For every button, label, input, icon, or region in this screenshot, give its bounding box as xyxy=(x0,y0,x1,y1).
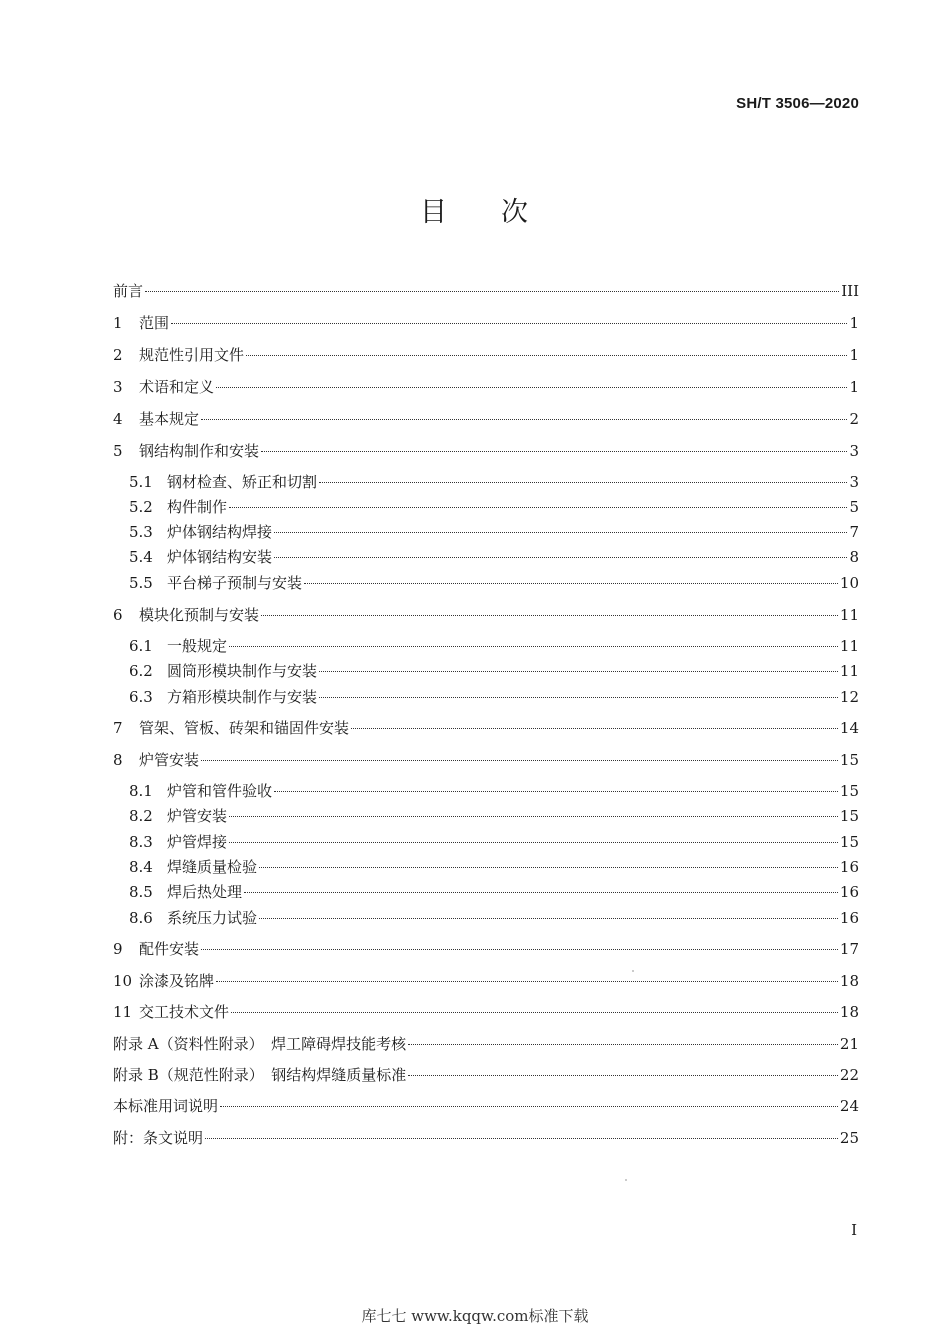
scan-speck xyxy=(625,1179,627,1181)
toc-entry xyxy=(113,1065,859,1085)
toc-entry-label: 附：条文说明 xyxy=(113,1129,204,1147)
toc-entry-page: 15 xyxy=(839,751,859,769)
toc-entry-page: 5 xyxy=(849,498,859,516)
toc-leader-dots xyxy=(351,728,838,729)
title-char-2: 次 xyxy=(501,197,530,228)
toc-entry-label: 规范性引用文件 xyxy=(139,346,245,364)
toc-entry xyxy=(129,908,859,928)
toc-entry-number: 2 xyxy=(113,346,123,364)
toc-leader-dots xyxy=(201,760,838,761)
toc-entry-label: 炉管安装 xyxy=(139,751,200,769)
toc-entry-number: 11 xyxy=(113,1003,133,1021)
toc-entry-number: 6.2 xyxy=(129,662,153,680)
toc-entry-label: 范围 xyxy=(139,314,170,332)
toc-entry xyxy=(113,718,859,738)
toc-leader-dots xyxy=(408,1075,838,1076)
toc-leader-dots xyxy=(244,892,838,893)
standard-code: SH/T 3506—2020 xyxy=(736,95,859,112)
toc-entry-label: 前言 xyxy=(113,282,144,300)
toc-entry xyxy=(113,313,859,333)
toc-entry-label: 炉体钢结构安装 xyxy=(167,548,273,566)
toc-entry-page: 3 xyxy=(849,473,859,491)
toc-leader-dots xyxy=(220,1106,838,1107)
toc-entry-label: 基本规定 xyxy=(139,410,200,428)
toc-entry xyxy=(113,605,859,625)
toc-leader-dots xyxy=(229,842,838,843)
toc-entry xyxy=(113,971,859,991)
toc-entry-page: 22 xyxy=(839,1066,859,1084)
toc-entry-number: 8.2 xyxy=(129,807,153,825)
toc-entry-label: 附录 A（资料性附录） 焊工障碍焊技能考核 xyxy=(113,1035,407,1053)
toc-leader-dots xyxy=(261,451,847,452)
toc-entry-page: III xyxy=(841,282,859,300)
toc-leader-dots xyxy=(259,867,838,868)
toc-entry xyxy=(129,687,859,707)
watermark-footer: 库七七 www.kqqw.com标准下载 xyxy=(361,1307,589,1325)
toc-entry-page: 16 xyxy=(839,883,859,901)
toc-entry-label: 炉体钢结构焊接 xyxy=(167,523,273,541)
toc-entry-number: 8.3 xyxy=(129,833,153,851)
toc-entry-page: 21 xyxy=(839,1035,859,1053)
toc-entry-number: 6 xyxy=(113,606,123,624)
scan-speck xyxy=(632,970,634,972)
toc-entry-number: 4 xyxy=(113,410,123,428)
toc-entry-number: 6.1 xyxy=(129,637,153,655)
toc-entry-label: 模块化预制与安装 xyxy=(139,606,260,624)
toc-entry-page: 1 xyxy=(849,378,859,396)
toc-entry xyxy=(129,781,859,801)
toc-entry-label: 方箱形模块制作与安装 xyxy=(167,688,318,706)
toc-entry-label: 平台梯子预制与安装 xyxy=(167,574,303,592)
toc-leader-dots xyxy=(229,646,838,647)
toc-leader-dots xyxy=(216,981,838,982)
toc-leader-dots xyxy=(201,419,847,420)
toc-entry-number: 7 xyxy=(113,719,123,737)
toc-entry xyxy=(129,497,859,517)
toc-entry-page: 18 xyxy=(839,972,859,990)
toc-leader-dots xyxy=(246,355,847,356)
toc-entry-number: 8.1 xyxy=(129,782,153,800)
title-char-1: 目 xyxy=(420,197,449,228)
toc-entry-page: 15 xyxy=(839,807,859,825)
toc-leader-dots xyxy=(259,918,838,919)
toc-entry-label: 炉管焊接 xyxy=(167,833,228,851)
toc-leader-dots xyxy=(274,532,847,533)
toc-entry xyxy=(129,832,859,852)
toc-entry-label: 术语和定义 xyxy=(139,378,215,396)
page-number: I xyxy=(851,1221,857,1239)
toc-entry-number: 8.5 xyxy=(129,883,153,901)
toc-entry-label: 构件制作 xyxy=(167,498,228,516)
toc-entry xyxy=(113,409,859,429)
toc-entry-label: 炉管和管件验收 xyxy=(167,782,273,800)
toc-entry-number: 5.1 xyxy=(129,473,153,491)
toc-entry xyxy=(129,661,859,681)
toc-entry-number: 8.4 xyxy=(129,858,153,876)
toc-leader-dots xyxy=(319,482,847,483)
toc-entry-page: 15 xyxy=(839,782,859,800)
toc-entry-page: 11 xyxy=(839,606,859,624)
toc-entry-page: 15 xyxy=(839,833,859,851)
toc-entry-label: 管架、管板、砖架和锚固件安装 xyxy=(139,719,350,737)
toc-entry xyxy=(129,636,859,656)
toc-leader-dots xyxy=(171,323,847,324)
toc-entry-label: 炉管安装 xyxy=(167,807,228,825)
toc-entry-label: 交工技术文件 xyxy=(139,1003,230,1021)
toc-entry-page: 3 xyxy=(849,442,859,460)
toc-entry xyxy=(129,882,859,902)
toc-entry-label: 附录 B（规范性附录） 钢结构焊缝质量标准 xyxy=(113,1066,407,1084)
toc-entry-label: 本标准用词说明 xyxy=(113,1097,219,1115)
toc-entry-number: 5.4 xyxy=(129,548,153,566)
toc-entry-page: 24 xyxy=(839,1097,859,1115)
toc-entry-label: 圆筒形模块制作与安装 xyxy=(167,662,318,680)
toc-entry-page: 11 xyxy=(839,637,859,655)
toc-leader-dots xyxy=(229,507,847,508)
toc-entry-page: 1 xyxy=(849,346,859,364)
toc-entry xyxy=(113,1002,859,1022)
toc-entry-page: 25 xyxy=(839,1129,859,1147)
toc-leader-dots xyxy=(304,583,838,584)
toc-leader-dots xyxy=(319,697,838,698)
toc-entry-label: 焊后热处理 xyxy=(167,883,243,901)
toc-leader-dots xyxy=(229,816,838,817)
toc-leader-dots xyxy=(274,557,847,558)
toc-entry xyxy=(129,573,859,593)
toc-entry-page: 18 xyxy=(839,1003,859,1021)
toc-entry-page: 7 xyxy=(849,523,859,541)
toc-entry xyxy=(113,750,859,770)
toc-entry-number: 3 xyxy=(113,378,123,396)
toc-entry-page: 8 xyxy=(849,548,859,566)
toc-entry-page: 1 xyxy=(849,314,859,332)
toc-leader-dots xyxy=(216,387,847,388)
toc-entry-page: 12 xyxy=(839,688,859,706)
toc-leader-dots xyxy=(274,791,838,792)
page-title xyxy=(0,190,950,229)
toc-entry-number: 10 xyxy=(113,972,133,990)
toc-entry-number: 5.5 xyxy=(129,574,153,592)
toc-entry-page: 14 xyxy=(839,719,859,737)
toc-leader-dots xyxy=(231,1012,838,1013)
toc-leader-dots xyxy=(145,291,839,292)
toc-entry xyxy=(113,441,859,461)
toc-entry xyxy=(129,472,859,492)
toc-entry xyxy=(129,547,859,567)
toc-entry-number: 8 xyxy=(113,751,123,769)
toc-leader-dots xyxy=(201,949,838,950)
toc-leader-dots xyxy=(408,1044,838,1045)
toc-entry xyxy=(129,806,859,826)
toc-entry-page: 16 xyxy=(839,909,859,927)
toc-entry-page: 11 xyxy=(839,662,859,680)
toc-entry-number: 8.6 xyxy=(129,909,153,927)
toc-entry xyxy=(113,1034,859,1054)
toc-entry-label: 涂漆及铭牌 xyxy=(139,972,215,990)
toc-entry-number: 5.3 xyxy=(129,523,153,541)
toc-entry xyxy=(129,857,859,877)
toc-entry xyxy=(113,939,859,959)
toc-entry-number: 5 xyxy=(113,442,123,460)
toc-entry-page: 16 xyxy=(839,858,859,876)
toc-entry xyxy=(113,1128,859,1148)
toc-entry-number: 9 xyxy=(113,940,123,958)
toc-entry xyxy=(113,1096,859,1116)
toc-entry-page: 17 xyxy=(839,940,859,958)
toc-leader-dots xyxy=(319,671,838,672)
toc-entry xyxy=(113,345,859,365)
toc-entry-label: 系统压力试验 xyxy=(167,909,258,927)
toc-entry-label: 配件安装 xyxy=(139,940,200,958)
toc-entry-label: 钢材检查、矫正和切割 xyxy=(167,473,318,491)
toc-entry-number: 1 xyxy=(113,314,123,332)
toc-entry xyxy=(113,377,859,397)
toc-entry-number: 5.2 xyxy=(129,498,153,516)
toc-entry-label: 钢结构制作和安装 xyxy=(139,442,260,460)
toc-entry-page: 10 xyxy=(839,574,859,592)
toc-leader-dots xyxy=(261,615,838,616)
toc-entry-label: 一般规定 xyxy=(167,637,228,655)
toc-entry-number: 6.3 xyxy=(129,688,153,706)
toc-entry xyxy=(129,522,859,542)
toc-entry-label: 焊缝质量检验 xyxy=(167,858,258,876)
toc-entry-page: 2 xyxy=(849,410,859,428)
toc-leader-dots xyxy=(205,1138,838,1139)
toc-entry xyxy=(113,281,859,301)
